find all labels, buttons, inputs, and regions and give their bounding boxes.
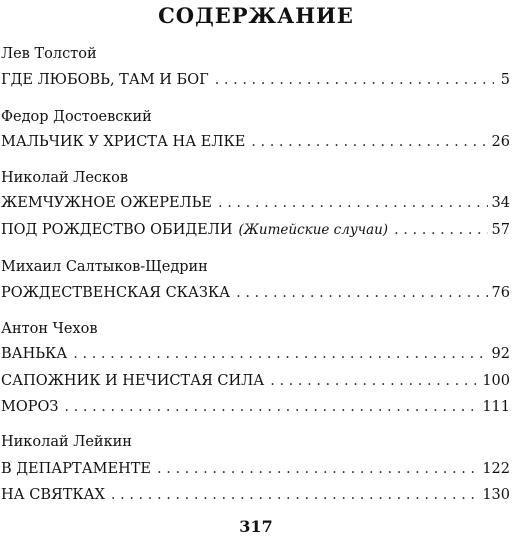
entry-title: РОЖДЕСТВЕНСКАЯ СКАЗКА (1, 285, 231, 301)
author-name: Лев Толстой (1, 46, 97, 62)
page-title: СОДЕРЖАНИЕ (158, 3, 354, 28)
dot-leader (218, 193, 488, 213)
dot-leader (73, 344, 487, 364)
toc-entry[interactable] (1, 485, 510, 505)
author-name: Николай Лейкин (1, 434, 132, 450)
entry-title: ЖЕМЧУЖНОЕ ОЖЕРЕЛЬЕ (1, 195, 212, 211)
author-name: Николай Лесков (1, 170, 128, 186)
dot-leader (215, 70, 494, 90)
toc-entry[interactable] (1, 70, 510, 90)
dot-leader (394, 220, 487, 240)
toc-entry[interactable] (1, 220, 510, 240)
toc-entry[interactable] (1, 283, 510, 303)
entry-title: В ДЕПАРТАМЕНТЕ (1, 461, 152, 477)
entry-title: ГДЕ ЛЮБОВЬ, ТАМ И БОГ (1, 72, 209, 88)
entry-title: НА СВЯТКАХ (1, 487, 105, 503)
dot-leader (64, 397, 478, 417)
entry-page-number: 100 (482, 373, 510, 389)
entry-page-number: 92 (491, 346, 510, 362)
dot-leader (251, 132, 487, 152)
entry-title: ПОД РОЖДЕСТВО ОБИДЕЛИ (1, 222, 233, 238)
dot-leader (157, 459, 478, 479)
dot-leader (270, 371, 478, 391)
toc-entry[interactable] (1, 132, 510, 152)
author-name: Федор Достоевский (1, 109, 152, 125)
entry-page-number: 5 (500, 72, 510, 88)
entry-page-number: 76 (491, 285, 510, 301)
toc-entry[interactable] (1, 371, 510, 391)
toc-entry[interactable] (1, 397, 510, 417)
dot-leader (111, 485, 478, 505)
entry-title: САПОЖНИК И НЕЧИСТАЯ СИЛА (1, 373, 265, 389)
entry-page-number: 26 (491, 134, 510, 150)
entry-page-number: 111 (482, 399, 510, 415)
page-number: 317 (239, 517, 273, 536)
entry-title: ВАНЬКА (1, 346, 68, 362)
entry-page-number: 34 (491, 195, 510, 211)
entry-subtitle: (Житейские случаи) (238, 222, 389, 238)
entry-page-number: 130 (482, 487, 510, 503)
author-name: Михаил Салтыков-Щедрин (1, 259, 208, 275)
entry-title: МАЛЬЧИК У ХРИСТА НА ЕЛКЕ (1, 134, 246, 150)
toc-entry[interactable] (1, 193, 510, 213)
entry-title: МОРОЗ (1, 399, 59, 415)
toc-entry[interactable] (1, 459, 510, 479)
author-name: Антон Чехов (1, 321, 98, 337)
entry-page-number: 57 (491, 222, 510, 238)
entry-page-number: 122 (482, 461, 510, 477)
toc-entry[interactable] (1, 344, 510, 364)
dot-leader (236, 283, 487, 303)
